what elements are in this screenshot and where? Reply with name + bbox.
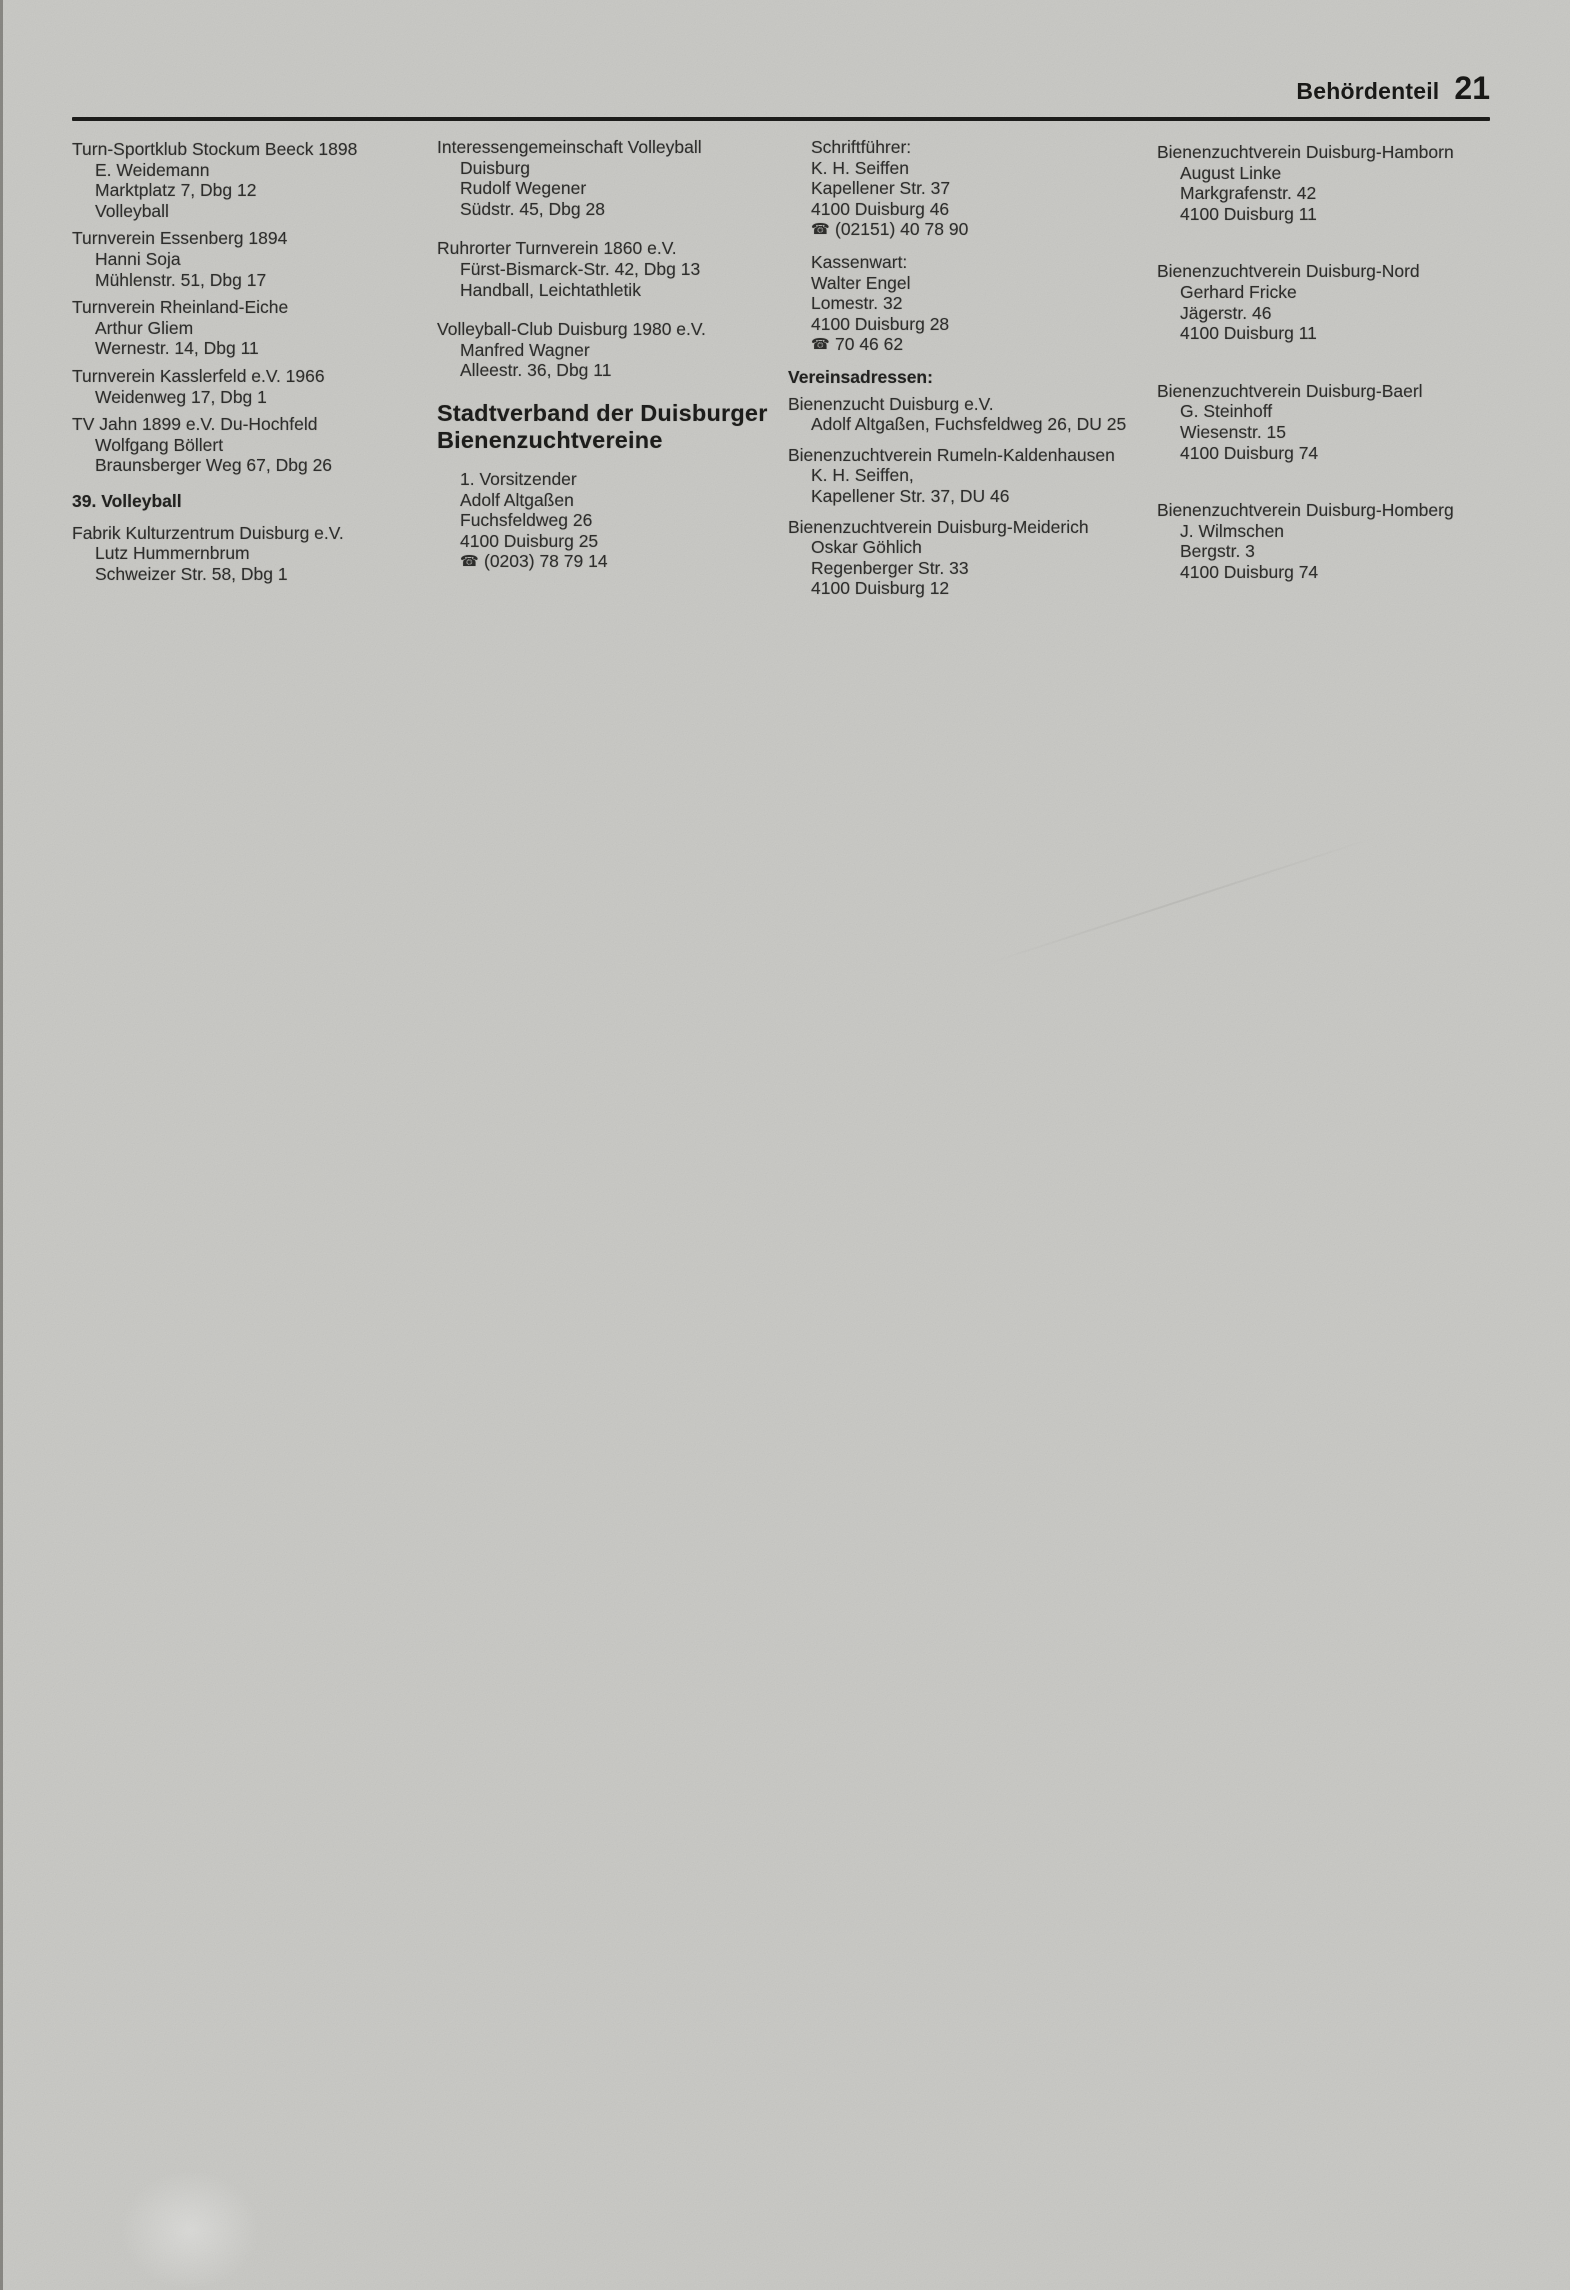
- entry-title: Turnverein Essenberg 1894: [72, 228, 288, 249]
- scan-light-smudge: [120, 2170, 260, 2290]
- entry-line: Adolf Altgaßen, Fuchsfeldweg 26, DU 25: [811, 414, 1127, 435]
- entry-title: Bienenzuchtverein Duisburg-Baerl: [1157, 380, 1423, 401]
- entry-line: 4100 Duisburg 74: [1180, 442, 1319, 463]
- entry-title: Turn-Sportklub Stockum Beeck 1898: [72, 139, 358, 159]
- entry-line: J. Wilmschen: [1180, 520, 1285, 541]
- association-heading: [437, 400, 772, 455]
- entry-line: Schriftführer:: [811, 137, 912, 157]
- entry-line: Jägerstr. 46: [1180, 302, 1272, 323]
- column-3: [788, 137, 1148, 609]
- entry-line: 1. Vorsitzender: [460, 468, 577, 489]
- entry-line: Marktplatz 7, Dbg 12: [95, 180, 257, 201]
- entry-line: Lomestr. 32: [811, 293, 903, 314]
- entry-line: G. Steinhoff: [1180, 401, 1273, 422]
- association-heading-line: Bienenzuchtvereine: [437, 427, 663, 454]
- section-label: Behördenteil: [1296, 78, 1440, 104]
- entry-line: Hanni Soja: [95, 248, 181, 269]
- entry-title: Interessengemeinschaft Volleyball: [437, 137, 702, 157]
- entry-lines: [437, 469, 772, 574]
- entry-lines: [72, 249, 412, 290]
- entry-title: Volleyball-Club Duisburg 1980 e.V.: [437, 319, 706, 340]
- directory-entry: [72, 414, 412, 476]
- phone-number: (0203) 78 79 14: [484, 551, 608, 572]
- entry-line: Duisburg: [460, 157, 531, 178]
- entry-lines: [788, 465, 1148, 506]
- entry-title: Bienenzucht Duisburg e.V.: [788, 393, 994, 414]
- column-1: [72, 139, 412, 591]
- directory-entry: [788, 445, 1148, 507]
- entry-lines: [788, 414, 1148, 435]
- directory-entry: [1157, 381, 1507, 463]
- masthead-rule: [72, 117, 1490, 121]
- entry-line: K. H. Seiffen,: [811, 465, 914, 486]
- phone-number: (02151) 40 78 90: [835, 219, 969, 240]
- entry-lines: [72, 387, 412, 408]
- entry-title: Turnverein Kasslerfeld e.V. 1966: [72, 365, 325, 386]
- entry-line: Adolf Altgaßen: [460, 489, 574, 510]
- association-heading-line: Stadtverband der Duisburger: [437, 399, 768, 426]
- entry-title: Ruhrorter Turnverein 1860 e.V.: [437, 238, 677, 259]
- entry-lines: [1157, 282, 1507, 344]
- entry-line: Arthur Gliem: [95, 317, 194, 338]
- entry-line: K. H. Seiffen: [811, 157, 909, 178]
- directory-entry: [72, 228, 412, 290]
- entry-line: Walter Engel: [811, 272, 911, 293]
- entry-title: Bienenzuchtverein Rumeln-Kaldenhausen: [788, 444, 1115, 465]
- phone-number: 70 46 62: [835, 334, 904, 355]
- column-2: [437, 137, 772, 593]
- entry-line: 4100 Duisburg 12: [811, 578, 950, 599]
- entry-line: Mühlenstr. 51, Dbg 17: [95, 269, 267, 290]
- entry-lines: [437, 259, 772, 300]
- entry-line: Volleyball: [95, 200, 169, 221]
- entry-lines: [788, 252, 1148, 357]
- phone-line: [811, 219, 1148, 242]
- directory-entry: [72, 366, 412, 407]
- phone-icon: ☎: [811, 221, 830, 239]
- entry-line: Bergstr. 3: [1180, 541, 1255, 562]
- directory-entry: [1157, 500, 1507, 582]
- entry-line: Weidenweg 17, Dbg 1: [95, 386, 267, 407]
- entry-title: Bienenzuchtverein Duisburg-Homberg: [1157, 500, 1454, 521]
- entry-line: Lutz Hummernbrum: [95, 543, 250, 564]
- entry-line: 4100 Duisburg 74: [1180, 561, 1319, 582]
- entry-line: Braunsberger Weg 67, Dbg 26: [95, 455, 333, 476]
- entry-line: Gerhard Fricke: [1180, 281, 1297, 302]
- paper-crease: [980, 835, 1380, 967]
- scan-edge-shadow: [0, 0, 3, 2290]
- entry-lines: [1157, 401, 1507, 463]
- column-4: [1157, 142, 1507, 620]
- entry-lines: [1157, 521, 1507, 583]
- entry-lines: [788, 137, 1148, 242]
- phone-line: [811, 334, 1148, 357]
- entry-lines: [1157, 163, 1507, 225]
- directory-entry: [1157, 261, 1507, 343]
- section-heading: Vereinsadressen:: [788, 366, 933, 387]
- entry-line: Kapellener Str. 37, DU 46: [811, 485, 1010, 506]
- entry-title: Fabrik Kulturzentrum Duisburg e.V.: [72, 522, 344, 543]
- entry-line: Markgrafenstr. 42: [1180, 183, 1317, 204]
- entry-line: Rudolf Wegener: [460, 178, 587, 199]
- phone-icon: ☎: [811, 336, 830, 354]
- directory-entry: [437, 238, 772, 300]
- entry-line: Fürst-Bismarck-Str. 42, Dbg 13: [460, 258, 701, 279]
- entry-lines: [72, 318, 412, 359]
- officer-block: [788, 137, 1148, 242]
- entry-title: TV Jahn 1899 e.V. Du-Hochfeld: [72, 414, 318, 435]
- entry-line: Manfred Wagner: [460, 339, 590, 360]
- entry-lines: [788, 537, 1148, 599]
- directory-entry: [1157, 142, 1507, 224]
- directory-entry: [72, 523, 412, 585]
- directory-entry: [788, 517, 1148, 599]
- directory-entry: [437, 319, 772, 381]
- entry-line: Südstr. 45, Dbg 28: [460, 198, 605, 219]
- page-number: 21: [1454, 70, 1490, 106]
- entry-title: Bienenzuchtverein Duisburg-Hamborn: [1157, 142, 1454, 162]
- entry-line: Oskar Göhlich: [811, 537, 922, 558]
- entry-line: Handball, Leichtathletik: [460, 279, 641, 300]
- entry-line: 4100 Duisburg 11: [1180, 323, 1317, 344]
- entry-line: Alleestr. 36, Dbg 11: [460, 360, 612, 381]
- entry-title: Bienenzuchtverein Duisburg-Nord: [1157, 261, 1420, 282]
- entry-line: Wiesenstr. 15: [1180, 421, 1287, 442]
- entry-line: 4100 Duisburg 25: [460, 530, 599, 551]
- directory-entry: [437, 137, 772, 219]
- entry-line: E. Weidemann: [95, 159, 210, 180]
- entry-lines: [72, 435, 412, 476]
- entry-title: Turnverein Rheinland-Eiche: [72, 297, 289, 318]
- directory-entry: [72, 297, 412, 359]
- entry-line: Regenberger Str. 33: [811, 557, 969, 578]
- entry-line: 4100 Duisburg 46: [811, 198, 950, 219]
- entry-line: Fuchsfeldweg 26: [460, 510, 593, 531]
- entry-lines: [437, 158, 772, 220]
- phone-line: [460, 551, 772, 574]
- officer-block: [437, 469, 772, 574]
- page-masthead: [1296, 70, 1490, 107]
- entry-line: Schweizer Str. 58, Dbg 1: [95, 563, 288, 584]
- entry-line: Kassenwart:: [811, 251, 908, 272]
- entry-line: Wolfgang Böllert: [95, 434, 224, 455]
- section-heading: 39. Volleyball: [72, 490, 182, 511]
- phone-icon: ☎: [460, 553, 479, 571]
- entry-lines: [72, 543, 412, 584]
- entry-title: Bienenzuchtverein Duisburg-Meiderich: [788, 516, 1089, 537]
- directory-entry: [788, 394, 1148, 435]
- entry-lines: [72, 160, 412, 222]
- entry-line: 4100 Duisburg 11: [1180, 203, 1317, 224]
- directory-entry: [72, 139, 412, 221]
- officer-block: [788, 252, 1148, 357]
- entry-line: August Linke: [1180, 162, 1282, 183]
- entry-line: Kapellener Str. 37: [811, 178, 951, 199]
- entry-line: Wernestr. 14, Dbg 11: [95, 338, 259, 359]
- entry-lines: [437, 340, 772, 381]
- entry-line: 4100 Duisburg 28: [811, 313, 950, 334]
